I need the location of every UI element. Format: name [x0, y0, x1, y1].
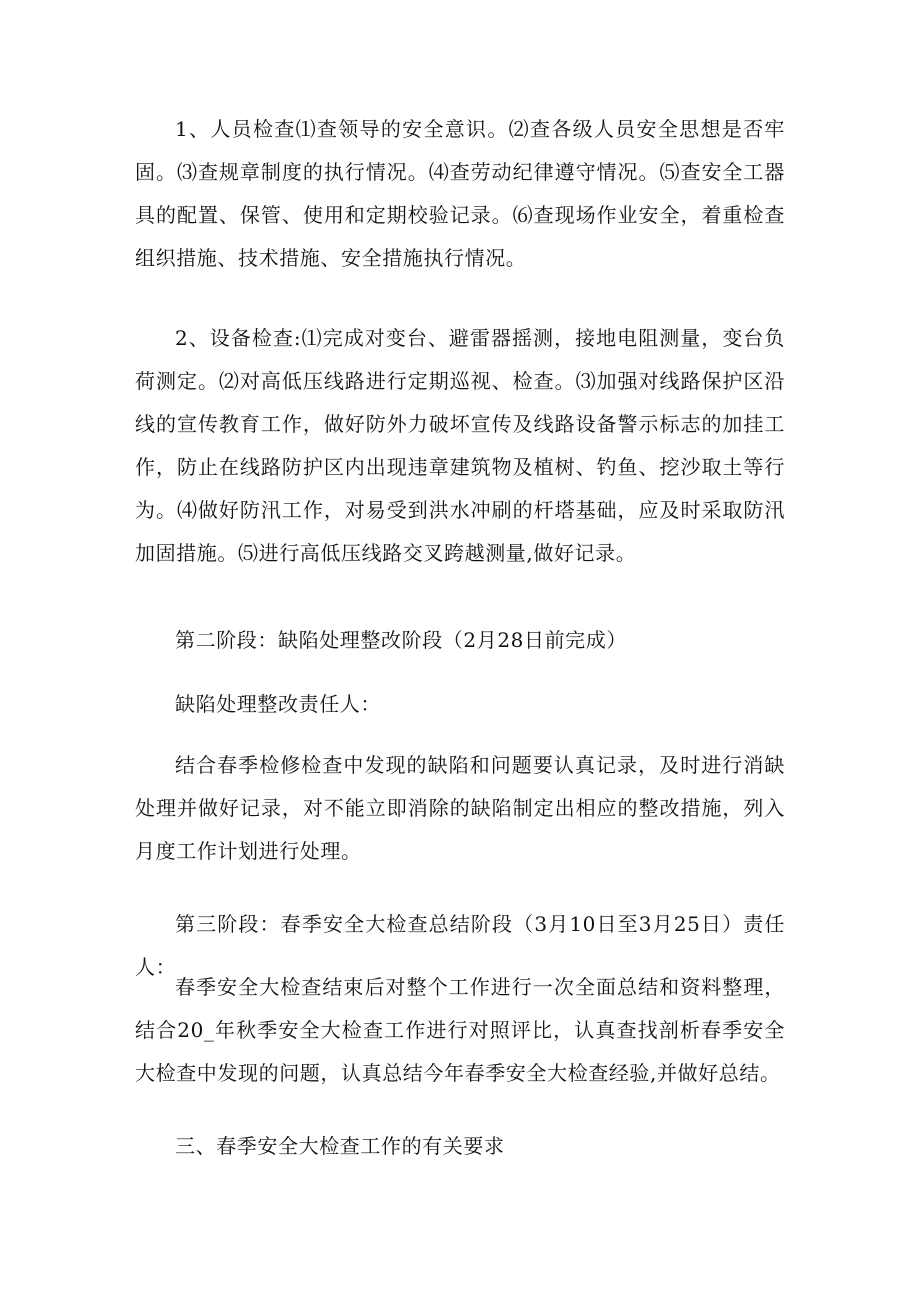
paragraph-summary: 春季安全大检查结束后对整个工作进行一次全面总结和资料整理，结合20_年秋季安全大检查工作进行对照评比，认真查找剖析春季安全大检查中发现的问题，认真总结今年春季安全大检查经验,并做好总结。 [135, 975, 785, 1085]
paragraph-stage-three-heading: 第三阶段：春季安全大检查总结阶段（3月10日至3月25日）责任人： [135, 912, 785, 979]
paragraph-personnel-inspection: 1、人员检查⑴查领导的安全意识。⑵查各级人员安全思想是否牢固。⑶查规章制度的执行情况。⑷查劳动纪律遵守情况。⑸查安全工器具的配置、保管、使用和定期校验记录。⑹查现场作业安全，着重检查组织措施、技术措施、安全措施执行情况。 [135, 117, 785, 270]
paragraph-equipment-inspection: 2、设备检查:⑴完成对变台、避雷器摇测，接地电阻测量，变台负荷测定。⑵对高低压线路进行定期巡视、检查。⑶加强对线路保护区沿线的宣传教育工作，做好防外力破坏宣传及线路设备警示标志的加挂工作，防止在线路防护区内出现违章建筑物及植树、钓鱼、挖沙取土等行为。⑷做好防汛工作，对易受到洪水冲刷的杆塔基础，应及时采取防汛加固措施。⑸进行高低压线路交叉跨越测量,做好记录。 [135, 326, 785, 565]
paragraph-defect-handling: 结合春季检修检查中发现的缺陷和问题要认真记录，及时进行消缺处理并做好记录，对不能立即消除的缺陷制定出相应的整改措施，列入月度工作计划进行处理。 [135, 753, 785, 863]
paragraph-stage-two-heading: 第二阶段：缺陷处理整改阶段（2月28日前完成） [175, 628, 627, 652]
paragraph-defect-responsible-person: 缺陷处理整改责任人： [175, 692, 381, 716]
section-heading-requirements: 三、春季安全大检查工作的有关要求 [175, 1134, 505, 1158]
